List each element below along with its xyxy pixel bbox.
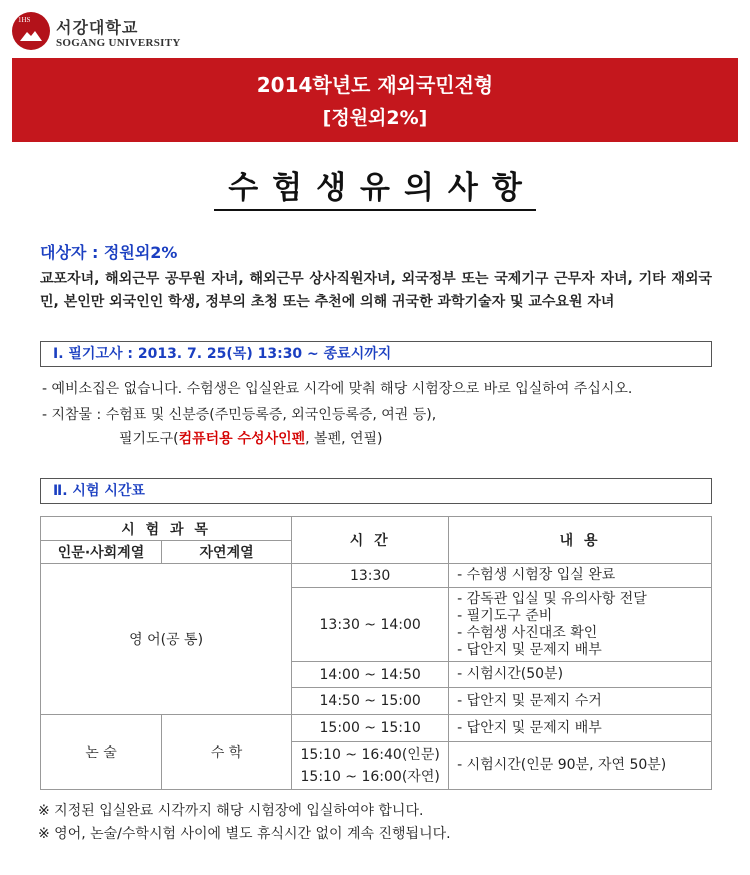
mountain-icon bbox=[20, 29, 42, 41]
header-time: 시 간 bbox=[292, 517, 449, 564]
table-row bbox=[41, 564, 712, 588]
time-science: 15:10 ~ 16:00(자연) bbox=[300, 768, 440, 785]
section2-heading-box bbox=[40, 478, 712, 504]
section1-heading-box bbox=[40, 341, 712, 367]
seal-text: 1HS bbox=[18, 16, 31, 24]
item3-pre: 필기도구( bbox=[119, 431, 179, 447]
header-banner bbox=[12, 58, 738, 142]
row-time: 13:30 ~ 14:00 bbox=[292, 588, 449, 662]
target-description: 교포자녀, 해외근무 공무원 자녀, 해외근무 상사직원자녀, 외국정부 또는 국제기구 근무자 자녀, 기타 재외국민, 본인만 외국인인 학생, 정부의 초청 또는 추천에 의해 귀국한 과학기술자 및 교수요원 자녀 bbox=[40, 271, 712, 310]
section2-heading: Ⅱ. 시험 시간표 bbox=[53, 483, 145, 499]
section1-item-2: - 지참물 : 수험표 및 신분증(주민등록증, 외국인등록증, 여권 등), bbox=[42, 407, 437, 423]
row-content: - 답안지 및 문제지 수거 bbox=[449, 688, 712, 715]
row-content: - 시험시간(50분) bbox=[449, 662, 712, 688]
page-title-text: 수험생유의사항 bbox=[214, 170, 536, 211]
row-content: - 시험시간(인문 90분, 자연 50분) bbox=[449, 742, 712, 790]
content-line: - 필기도구 준비 bbox=[457, 607, 553, 624]
row-time: 14:00 ~ 14:50 bbox=[292, 662, 449, 688]
subject-math: 수 학 bbox=[162, 715, 292, 790]
banner-subtitle: [정원외2%] bbox=[322, 107, 428, 129]
row-time: 14:50 ~ 15:00 bbox=[292, 688, 449, 715]
subject-english: 영 어(공 통) bbox=[41, 564, 292, 715]
item3-post: , 볼펜, 연필) bbox=[305, 431, 383, 447]
section1-item-1: - 예비소집은 없습니다. 수험생은 입실완료 시각에 맞춰 해당 시험장으로 바로 입실하여 주십시오. bbox=[42, 381, 633, 397]
subject-essay: 논 술 bbox=[41, 715, 162, 790]
row-content: - 수험생 시험장 입실 완료 bbox=[449, 564, 712, 588]
exam-schedule-table bbox=[40, 516, 712, 790]
time-humanities: 15:10 ~ 16:40(인문) bbox=[300, 746, 440, 763]
header-science: 자연계열 bbox=[162, 541, 292, 564]
banner-title: 2014학년도 재외국민전형 bbox=[256, 73, 494, 97]
row-time bbox=[292, 742, 449, 790]
row-content bbox=[449, 588, 712, 662]
note-1: ※ 지정된 입실완료 시각까지 해당 시험장에 입실하여야 합니다. bbox=[38, 803, 424, 819]
table-row bbox=[41, 715, 712, 742]
header-humanities: 인문·사회계열 bbox=[41, 541, 162, 564]
target-label: 대상자 : 정원외2% bbox=[40, 243, 178, 262]
table-header-row bbox=[41, 517, 712, 541]
row-time: 15:00 ~ 15:10 bbox=[292, 715, 449, 742]
section1-item-3 bbox=[119, 428, 383, 448]
university-seal-icon bbox=[12, 12, 50, 50]
header-content: 내 용 bbox=[449, 517, 712, 564]
content-line: - 답안지 및 문제지 배부 bbox=[457, 641, 602, 658]
content-line: - 감독관 입실 및 유의사항 전달 bbox=[457, 590, 647, 607]
section1-heading: Ⅰ. 필기고사 : 2013. 7. 25(목) 13:30 ~ 종료시까지 bbox=[53, 346, 392, 362]
note-2: ※ 영어, 논술/수학시험 사이에 별도 휴식시간 없이 계속 진행됩니다. bbox=[38, 826, 451, 842]
item3-highlight: 컴퓨터용 수성사인펜 bbox=[178, 431, 306, 447]
university-korean-name: 서강대학교 bbox=[56, 18, 139, 37]
content-line: - 수험생 사진대조 확인 bbox=[457, 624, 598, 641]
row-content: - 답안지 및 문제지 배부 bbox=[449, 715, 712, 742]
header-subject: 시 험 과 목 bbox=[41, 517, 292, 541]
university-english-name: SOGANG UNIVERSITY bbox=[56, 37, 181, 49]
page-title bbox=[0, 162, 750, 207]
row-time: 13:30 bbox=[292, 564, 449, 588]
